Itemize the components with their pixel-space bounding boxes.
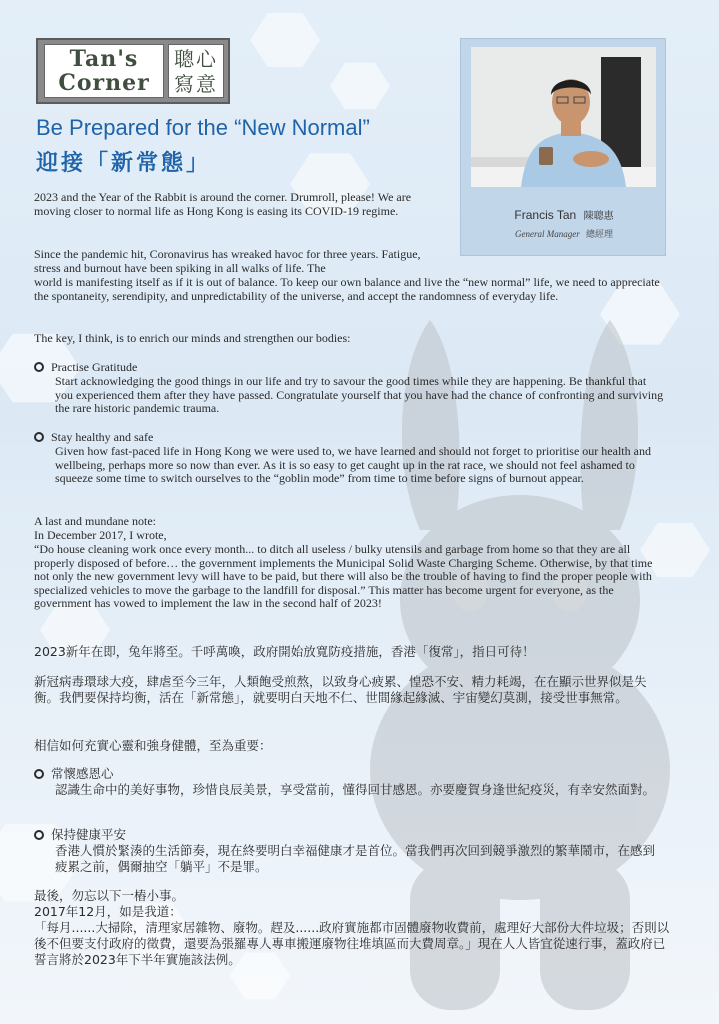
chinese-note-line-1: 最後，勿忘以下一樁小事。 bbox=[34, 888, 185, 903]
logo-chinese: 聰心 寫意 bbox=[168, 44, 224, 98]
chinese-bullet-2-heading: 保持健康平安 bbox=[34, 827, 126, 843]
circle-bullet-icon bbox=[34, 432, 44, 442]
english-paragraph-2a: Since the pandemic hit, Coronavirus has wreaked havoc for three years. Fatigue, stress and burnout have been spiking in all walks of life. The bbox=[34, 247, 421, 275]
english-paragraph-1: 2023 and the Year of the Rabbit is around the corner. Drumroll, please! We are moving closer to normal life as Hong Kong is easing its COVID-19 regime. bbox=[34, 190, 412, 218]
chinese-quote: 「每月......大掃除，清理家居雜物、廢物。趕及......政府實施都市固體廢物收費前，處理好大部份大件垃圾；否則以後不但要支付政府的徵費，還要為張羅專人專車搬運廢物往堆填區而大費周章。」現在人人皆宜從速行事，蓋政府已誓言將於2023年下半年實施該法例。 bbox=[34, 920, 670, 967]
chinese-bullet-1-heading: 常懷感恩心 bbox=[34, 766, 114, 782]
circle-bullet-icon bbox=[34, 769, 44, 779]
tans-corner-logo bbox=[36, 38, 230, 104]
english-bullet-1-body: Start acknowledging the good things in our life and try to savour the good times while they are happening. Be thankful that you experienced them after they have passed. Congratulate yourself that you have had the chance of confronting and surviving the rare historic pandemic trauma. bbox=[55, 374, 664, 415]
logo-english: Tan's Corner bbox=[44, 44, 164, 98]
chinese-paragraph-3: 相信如何充實心靈和強身健體，至為重要： bbox=[34, 738, 272, 753]
profile-name: Francis Tan 陳聰惠 bbox=[514, 208, 614, 222]
chinese-paragraph-1: 2023新年在即，兔年將至。千呼萬喚，政府開始放寬防疫措施，香港「復常」，指日可待！ bbox=[34, 644, 535, 659]
chinese-note-line-2: 2017年12月，如是我道： bbox=[34, 904, 182, 919]
profile-card bbox=[460, 38, 666, 256]
chinese-bullet-2-body: 香港人慣於緊湊的生活節奏，現在終要明白幸福健康才是首位。當我們再次回到競爭激烈的繁華鬧市，在感到疲累之前，偶爾抽空「躺平」不是罪。 bbox=[55, 843, 656, 874]
chinese-bullet-1-body: 認識生命中的美好事物，珍惜良辰美景，享受當前，懂得回甘感恩。亦要慶賀身逢世紀疫災，有幸安然面對。 bbox=[55, 782, 656, 797]
title-chinese: 迎接「新常態」 bbox=[36, 151, 212, 176]
english-bullet-2-heading: Stay healthy and safe bbox=[34, 431, 153, 445]
english-note-line-1: A last and mundane note: bbox=[34, 514, 156, 528]
profile-role: General Manager 總經理 bbox=[514, 229, 613, 240]
english-paragraph-2b: world is manifesting itself as if it is out of balance. To keep our own balance and live the “new normal” life, we need to appreciate the spontaneity, serendipity, and unpredictability of the universe, and accept the randomness of everyday life. bbox=[34, 275, 660, 303]
english-bullet-1-heading: Practise Gratitude bbox=[34, 361, 137, 375]
title-english: Be Prepared for the “New Normal” bbox=[36, 115, 370, 140]
english-note-line-2: In December 2017, I wrote, bbox=[34, 528, 167, 542]
profile-photo bbox=[471, 47, 656, 187]
circle-bullet-icon bbox=[34, 362, 44, 372]
chinese-paragraph-2: 新冠病毒環球大疫，肆虐至今三年，人類飽受煎熬，以致身心疲累、惶恐不安、精力耗竭，在在顯示世界似是失衡。我們要保持均衡，活在「新常態」，就要明白天地不仁、世間緣起緣滅、宇宙變幻莫測，接受世事無常。 bbox=[34, 674, 647, 705]
english-bullet-2-body: Given how fast-paced life in Hong Kong we were used to, we have learned and should not forget to prioritise our health and wellbeing, perhaps more so now than ever. As it is so easy to get caught up in the rat race, we should not feel ashamed to squeeze some time to switch ourselves to the “goblin mode” from time to time before signs of burnout appear. bbox=[55, 444, 651, 485]
english-paragraph-3: The key, I think, is to enrich our minds and strengthen our bodies: bbox=[34, 331, 351, 345]
circle-bullet-icon bbox=[34, 830, 44, 840]
english-quote: “Do house cleaning work once every month... to ditch all useless / bulky utensils and garbage from home so that they are all properly disposed of before… the government implements the Municipal Solid Waste Charging Scheme. Otherwise, by that time not only the new government levy will have to be paid, but there will also be the trouble of having to find the proper people with specialized vehicles to move the garbage to the landfill for disposal.” This matter has become urgent for everyone, as the government has vowed to implement the law in the second half of 2023! bbox=[34, 542, 653, 610]
